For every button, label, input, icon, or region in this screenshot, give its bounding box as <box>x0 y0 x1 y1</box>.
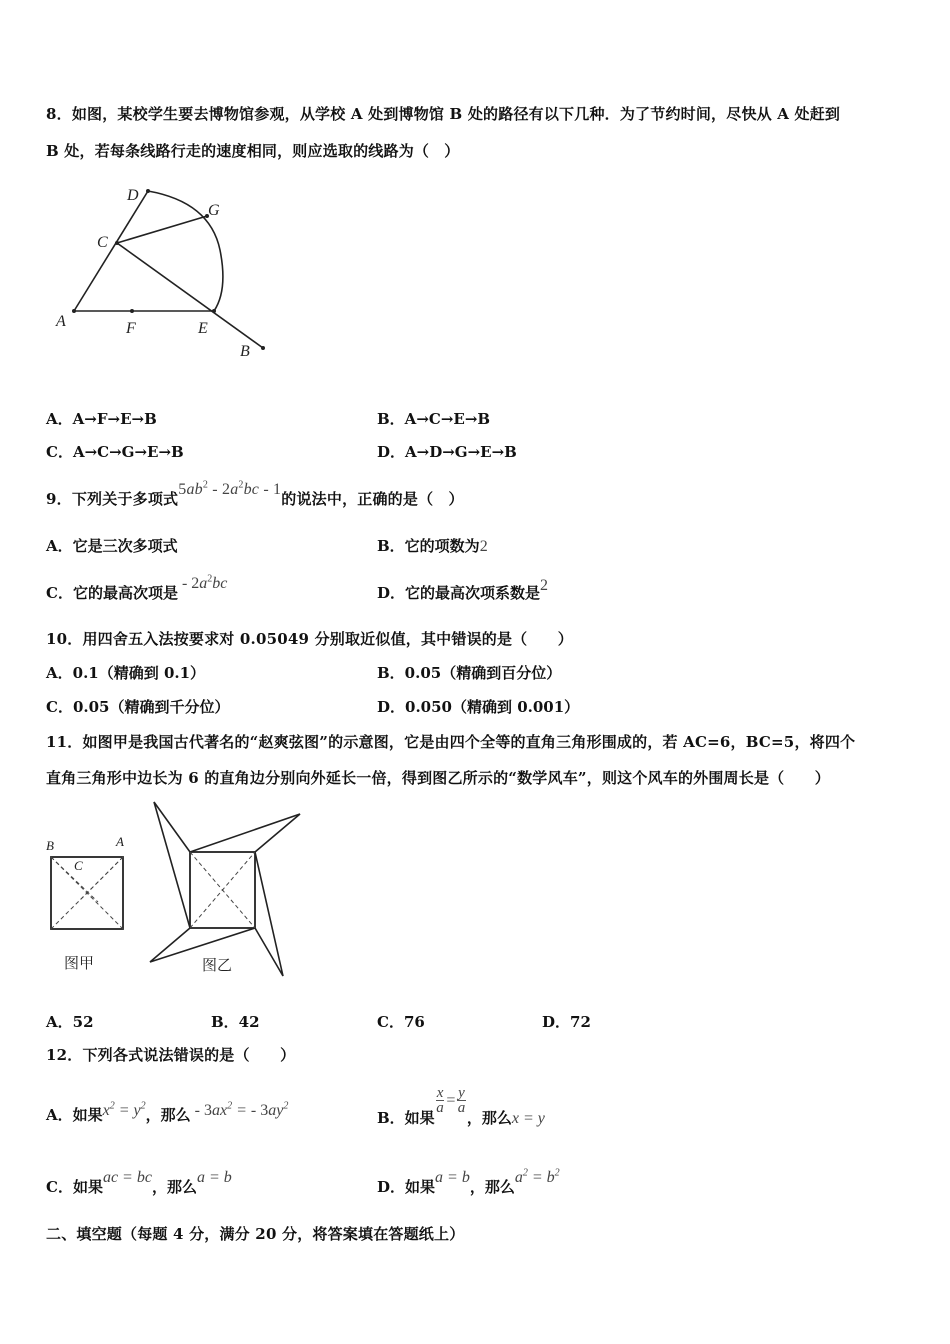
q8-route-figure <box>50 180 280 365</box>
q8-stem-line2: B 处，若每条线路行走的速度相同，则应选取的线路为（ ） <box>46 142 460 160</box>
yi-blade-bottom-left <box>150 928 255 962</box>
jia-label-b: B <box>46 838 54 853</box>
q11-option-b: B．42 <box>211 1013 260 1031</box>
q8-option-a: A．A→F→E→B <box>46 410 157 428</box>
q12-a-mid: ，那么 <box>145 1106 191 1124</box>
q12-a-prefix: A．如果 <box>46 1106 103 1124</box>
point-d <box>146 189 150 193</box>
q12-b-prefix: B．如果 <box>377 1108 435 1127</box>
q11-option-a: A．52 <box>46 1013 94 1031</box>
q11-option-d: D．72 <box>542 1013 591 1031</box>
section2-title: 二、填空题（每题 4 分，满分 20 分，将答案填在答题纸上） <box>46 1225 465 1243</box>
jia-caption: 图甲 <box>64 956 95 972</box>
jia-label-c: C <box>74 858 83 873</box>
q9-option-c <box>46 573 228 603</box>
q12-d-prefix: D．如果 <box>377 1178 436 1196</box>
jia-inner2 <box>78 857 123 902</box>
q12-c-condition: ac = bc <box>102 1169 152 1186</box>
q12-d-conclusion: $a^2 = b^2$ <box>514 1167 560 1186</box>
q11-stem-line2: 直角三角形中边长为 6 的直角边分别向外延长一倍，得到图乙所示的“数学风车”，则这个风车的外围周长是（ ） <box>46 769 830 787</box>
q11-figure-jia <box>40 830 140 980</box>
q10-option-b: B．0.05（精确到百分位） <box>377 664 562 682</box>
q12-option-a <box>46 1100 289 1125</box>
q12-b-frac-x-a: $\frac{x}{a}$ <box>436 1085 444 1116</box>
label-f: F <box>126 320 136 337</box>
label-d: D <box>127 187 139 204</box>
q9-option-d <box>377 577 549 603</box>
q10-option-c: C．0.05（精确到千分位） <box>46 698 230 716</box>
q8-stem-line1: 8．如图，某校学生要去博物馆参观，从学校 A 处到博物馆 B 处的路径有以下几种．为了节约时间，尽快从 A 处赶到 <box>46 105 841 123</box>
q9-option-b-value: 2 <box>479 538 488 555</box>
q8-option-b: B．A→C→E→B <box>377 410 491 428</box>
yi-caption: 图乙 <box>202 958 233 974</box>
q9-option-d-text: D．它的最高次项系数是 <box>377 584 541 602</box>
q11-figure-yi <box>140 800 310 985</box>
point-f <box>130 309 134 313</box>
label-e: E <box>198 320 208 337</box>
q10-option-d: D．0.050（精确到 0.001） <box>377 698 580 716</box>
q12-b-frac-y-a: $\frac{y}{a}$ <box>457 1085 466 1116</box>
yi-blade-top-left <box>154 802 190 928</box>
q8-option-c: C．A→C→G→E→B <box>46 443 184 461</box>
q12-option-c <box>46 1169 232 1197</box>
q9-option-c-text: C．它的最高次项是 <box>46 584 178 602</box>
label-b: B <box>240 343 250 360</box>
yi-blade-top-right <box>190 814 300 852</box>
q10-stem: 10．用四舍五入法按要求对 0.05049 分别取近似值，其中错误的是（ ） <box>46 630 573 648</box>
q12-stem: 12．下列各式说法错误的是（ ） <box>46 1046 296 1064</box>
point-a <box>72 309 76 313</box>
q12-c-mid: ，那么 <box>151 1178 197 1196</box>
segment-cb <box>117 243 263 348</box>
label-g: G <box>208 202 220 219</box>
q10-option-a: A．0.1（精确到 0.1） <box>46 664 206 682</box>
segment-ad <box>74 191 148 311</box>
label-a: A <box>56 313 66 330</box>
q12-d-mid: ，那么 <box>469 1178 515 1196</box>
q12-b-mid: ，那么 <box>466 1108 512 1127</box>
q9-suffix: 的说法中，正确的是（ ） <box>281 490 464 508</box>
q12-b-conclusion: x = y <box>511 1109 545 1127</box>
q9-option-a: A．它是三次多项式 <box>46 537 178 555</box>
q9-option-c-term: - $2a^2bc$ <box>177 573 228 592</box>
q9-option-d-value: 2 <box>540 577 549 594</box>
q9-prefix: 9．下列关于多项式 <box>46 490 179 508</box>
q9-option-b-text: B．它的项数为 <box>377 537 480 555</box>
q9-option-b <box>377 535 488 556</box>
point-b <box>261 346 265 350</box>
q9-polynomial: $5ab^2 - 2a^2bc - 1$ <box>178 479 282 498</box>
label-c: C <box>97 234 108 251</box>
q8-option-d: D．A→D→G→E→B <box>377 443 517 461</box>
yi-blade-bottom-right <box>255 852 283 976</box>
q12-c-conclusion: a = b <box>196 1169 232 1186</box>
q12-d-condition: a = b <box>435 1169 470 1186</box>
q12-option-d <box>377 1167 560 1197</box>
q9-stem <box>46 479 464 509</box>
q11-option-c: C．76 <box>377 1013 425 1031</box>
q11-stem-line1: 11．如图甲是我国古代著名的“赵爽弦图”的示意图，它是由四个全等的直角三角形围成的，若 AC=6，BC=5，将四个 <box>46 733 856 751</box>
jia-label-a: A <box>116 834 124 849</box>
q12-a-conclusion: - $3ax^2$ = - $3ay^2$ <box>190 1100 289 1119</box>
q12-option-b: B．如果 $\frac{x}{a}$ = $\frac{y}{a}$ ，那么x = y <box>377 1085 545 1127</box>
q12-a-condition: $x^2 = y^2$ <box>102 1100 146 1119</box>
q12-c-prefix: C．如果 <box>46 1178 103 1196</box>
point-e <box>212 309 216 313</box>
point-c <box>115 241 119 245</box>
